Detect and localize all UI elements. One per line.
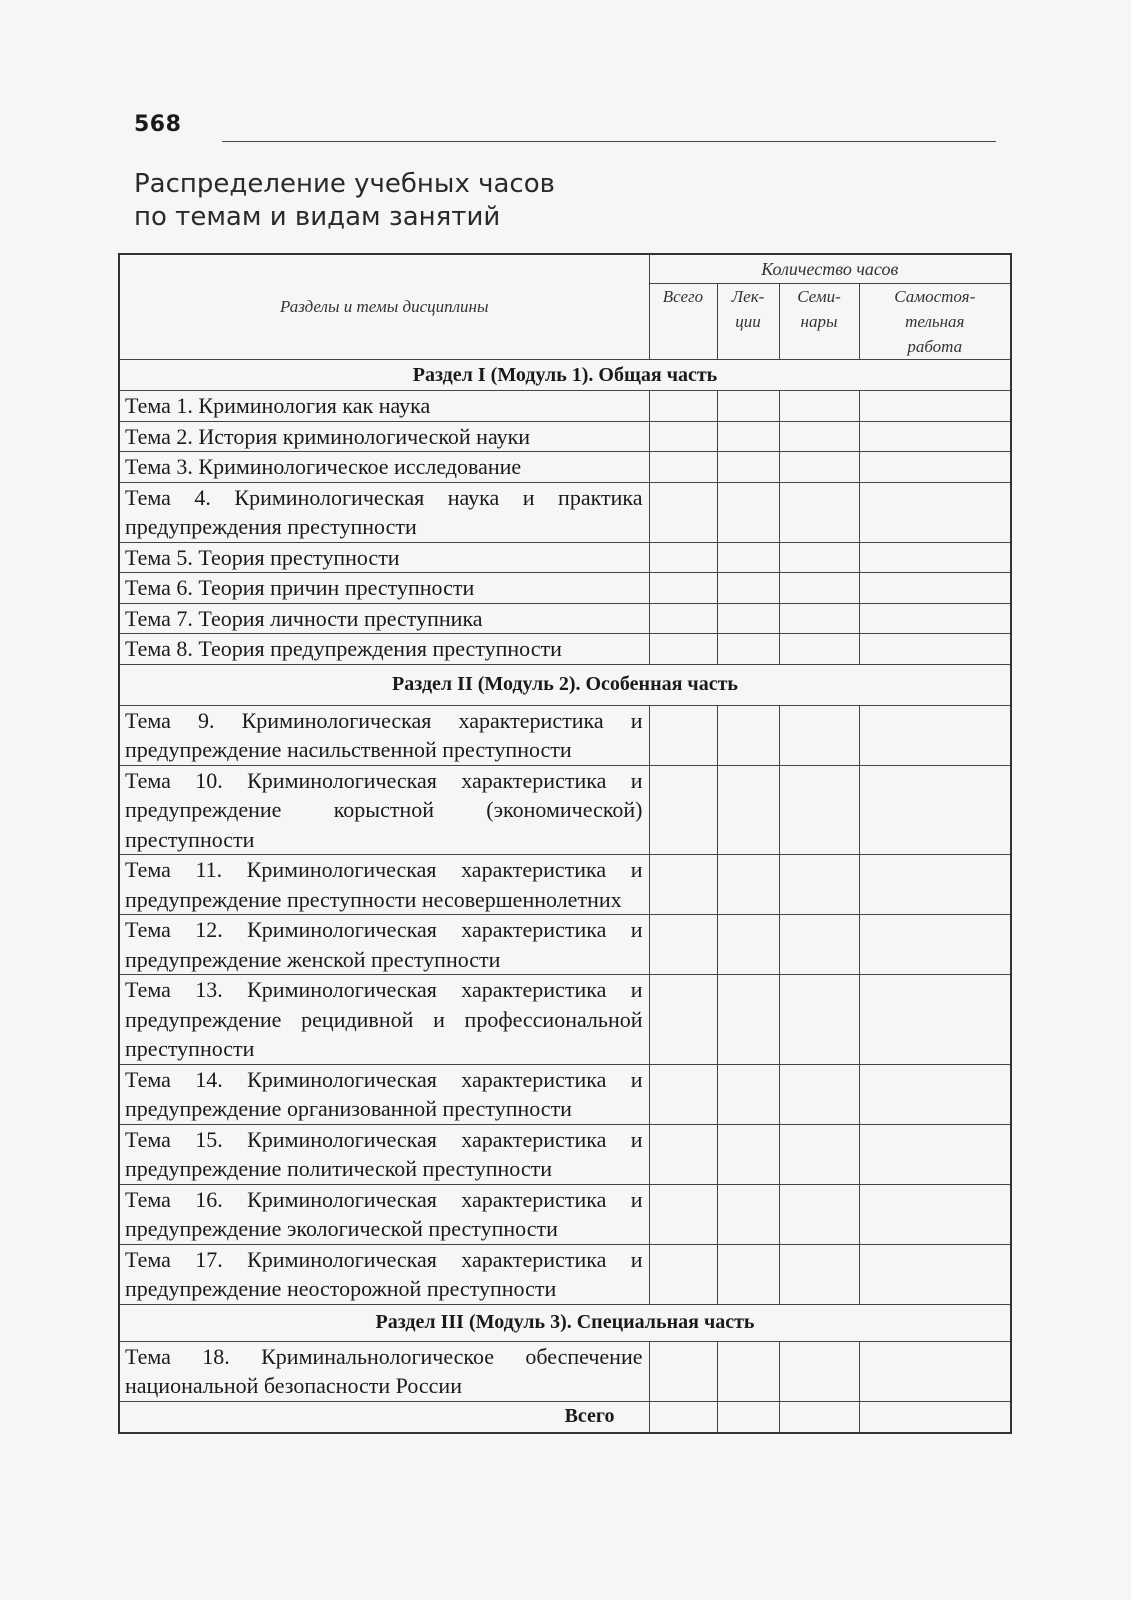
self-study-hours-cell xyxy=(859,1184,1011,1244)
lecture-hours-cell xyxy=(717,975,779,1065)
self-study-hours-cell xyxy=(859,603,1011,634)
lecture-hours-cell xyxy=(717,634,779,665)
total-row xyxy=(119,1401,1011,1433)
hours-distribution-table xyxy=(118,253,1012,1434)
self-study-hours-cell xyxy=(859,421,1011,452)
total-hours-cell xyxy=(649,1244,717,1304)
topic-cell: Тема 13. Криминологическая характеристика и предупреждение рецидивной и профессиональной преступности xyxy=(119,975,649,1065)
lecture-hours-cell xyxy=(717,391,779,422)
lecture-hours-cell xyxy=(717,1401,779,1433)
total-hours-cell xyxy=(649,482,717,542)
seminar-hours-cell xyxy=(779,855,859,915)
total-hours-cell xyxy=(649,452,717,483)
topic-cell: Тема 9. Криминологическая характеристика и предупреждение насильственной преступности xyxy=(119,705,649,765)
seminar-hours-cell xyxy=(779,1124,859,1184)
self-study-hours-cell xyxy=(859,705,1011,765)
hours-group-header: Количество часов xyxy=(649,254,1011,284)
seminar-hours-cell xyxy=(779,482,859,542)
topic-cell: Тема 1. Криминология как наука xyxy=(119,391,649,422)
topic-cell: Тема 14. Криминологическая характеристика и предупреждение организованной преступности xyxy=(119,1064,649,1124)
topic-cell: Тема 10. Криминологическая характеристика и предупреждение корыстной (экономической) преступности xyxy=(119,765,649,855)
self-study-hours-cell xyxy=(859,1244,1011,1304)
self-study-hours-cell xyxy=(859,573,1011,604)
seminar-hours-cell xyxy=(779,915,859,975)
topic-cell: Тема 5. Теория преступности xyxy=(119,542,649,573)
total-hours-cell xyxy=(649,1124,717,1184)
total-hours-cell xyxy=(649,603,717,634)
section-title: Раздел III (Модуль 3). Специальная часть xyxy=(119,1304,1011,1341)
total-hours-cell xyxy=(649,573,717,604)
total-hours-cell xyxy=(649,1184,717,1244)
topic-cell: Тема 18. Криминальнологическое обеспечение национальной безопасности России xyxy=(119,1341,649,1401)
table-row xyxy=(119,1064,1011,1124)
section-title: Раздел II (Модуль 2). Особенная часть xyxy=(119,664,1011,705)
section-row xyxy=(119,1304,1011,1341)
seminar-hours-cell xyxy=(779,1341,859,1401)
topic-cell: Тема 7. Теория личности преступника xyxy=(119,603,649,634)
total-hours-cell xyxy=(649,705,717,765)
table-row xyxy=(119,391,1011,422)
total-hours-cell xyxy=(649,1401,717,1433)
self-study-hours-cell xyxy=(859,1341,1011,1401)
table-row xyxy=(119,1244,1011,1304)
table-row xyxy=(119,765,1011,855)
self-study-hours-cell xyxy=(859,975,1011,1065)
topic-cell: Тема 15. Криминологическая характеристика и предупреждение политической преступности xyxy=(119,1124,649,1184)
total-hours-cell xyxy=(649,855,717,915)
lecture-hours-cell xyxy=(717,1124,779,1184)
total-hours-cell xyxy=(649,975,717,1065)
topic-cell: Тема 6. Теория причин преступности xyxy=(119,573,649,604)
table-row xyxy=(119,1184,1011,1244)
seminar-hours-cell xyxy=(779,1064,859,1124)
self-study-hours-cell xyxy=(859,391,1011,422)
table-row xyxy=(119,855,1011,915)
header-rule xyxy=(222,141,996,142)
seminar-hours-cell xyxy=(779,634,859,665)
self-study-hours-cell xyxy=(859,1124,1011,1184)
table-row xyxy=(119,573,1011,604)
table-row xyxy=(119,705,1011,765)
topic-cell: Тема 11. Криминологическая характеристика и предупреждение преступности несовершеннолетних xyxy=(119,855,649,915)
self-study-hours-cell xyxy=(859,915,1011,975)
self-study-hours-cell xyxy=(859,482,1011,542)
lecture-hours-cell xyxy=(717,603,779,634)
topic-cell: Тема 12. Криминологическая характеристика и предупреждение женской преступности xyxy=(119,915,649,975)
seminar-hours-cell xyxy=(779,573,859,604)
page-number: 568 xyxy=(134,112,182,137)
seminar-hours-cell xyxy=(779,975,859,1065)
seminar-hours-cell xyxy=(779,452,859,483)
seminar-hours-cell xyxy=(779,1401,859,1433)
topic-cell: Тема 3. Криминологическое исследование xyxy=(119,452,649,483)
seminar-hours-cell xyxy=(779,391,859,422)
lecture-hours-cell xyxy=(717,421,779,452)
topic-cell: Тема 8. Теория предупреждения преступности xyxy=(119,634,649,665)
topic-cell: Тема 17. Криминологическая характеристика и предупреждение неосторожной преступности xyxy=(119,1244,649,1304)
heading-line-2: по темам и видам занятий xyxy=(134,202,501,232)
lecture-hours-cell xyxy=(717,1244,779,1304)
table-body xyxy=(119,360,1011,1433)
topic-cell: Тема 2. История криминологической науки xyxy=(119,421,649,452)
table-row xyxy=(119,975,1011,1065)
total-hours-cell xyxy=(649,1064,717,1124)
lecture-hours-cell xyxy=(717,573,779,604)
lecture-hours-cell xyxy=(717,705,779,765)
self-study-hours-cell xyxy=(859,542,1011,573)
table-row xyxy=(119,634,1011,665)
topic-column-header: Разделы и темы дисциплины xyxy=(119,254,649,360)
lecture-hours-cell xyxy=(717,452,779,483)
seminar-hours-cell xyxy=(779,765,859,855)
self-study-hours-cell xyxy=(859,452,1011,483)
table-row xyxy=(119,482,1011,542)
lecture-hours-cell xyxy=(717,542,779,573)
seminar-hours-cell xyxy=(779,542,859,573)
self-study-hours-cell xyxy=(859,1401,1011,1433)
lecture-hours-cell xyxy=(717,1341,779,1401)
seminar-hours-cell xyxy=(779,421,859,452)
column-header-self-study: Самостоя- тельная работа xyxy=(859,284,1011,360)
lecture-hours-cell xyxy=(717,915,779,975)
column-header-lectures: Лек- ции xyxy=(717,284,779,360)
section-row xyxy=(119,664,1011,705)
table-row xyxy=(119,452,1011,483)
table-row xyxy=(119,542,1011,573)
lecture-hours-cell xyxy=(717,482,779,542)
column-header-total: Всего xyxy=(649,284,717,360)
total-hours-cell xyxy=(649,765,717,855)
topic-cell: Тема 4. Криминологическая наука и практика предупреждения преступности xyxy=(119,482,649,542)
lecture-hours-cell xyxy=(717,1184,779,1244)
total-hours-cell xyxy=(649,634,717,665)
table-row xyxy=(119,915,1011,975)
total-hours-cell xyxy=(649,915,717,975)
self-study-hours-cell xyxy=(859,765,1011,855)
table-row xyxy=(119,603,1011,634)
table-row xyxy=(119,1341,1011,1401)
total-hours-cell xyxy=(649,421,717,452)
total-hours-cell xyxy=(649,1341,717,1401)
total-hours-cell xyxy=(649,391,717,422)
total-label: Всего xyxy=(119,1401,649,1433)
column-header-seminars: Семи- нары xyxy=(779,284,859,360)
seminar-hours-cell xyxy=(779,705,859,765)
total-hours-cell xyxy=(649,542,717,573)
lecture-hours-cell xyxy=(717,1064,779,1124)
lecture-hours-cell xyxy=(717,855,779,915)
topic-cell: Тема 16. Криминологическая характеристика и предупреждение экологической преступности xyxy=(119,1184,649,1244)
heading-line-1: Распределение учебных часов xyxy=(134,169,555,199)
self-study-hours-cell xyxy=(859,855,1011,915)
page-heading xyxy=(134,168,555,234)
seminar-hours-cell xyxy=(779,1244,859,1304)
section-row xyxy=(119,360,1011,391)
seminar-hours-cell xyxy=(779,603,859,634)
section-title: Раздел I (Модуль 1). Общая часть xyxy=(119,360,1011,391)
seminar-hours-cell xyxy=(779,1184,859,1244)
self-study-hours-cell xyxy=(859,1064,1011,1124)
lecture-hours-cell xyxy=(717,765,779,855)
table-row xyxy=(119,421,1011,452)
table-row xyxy=(119,1124,1011,1184)
self-study-hours-cell xyxy=(859,634,1011,665)
